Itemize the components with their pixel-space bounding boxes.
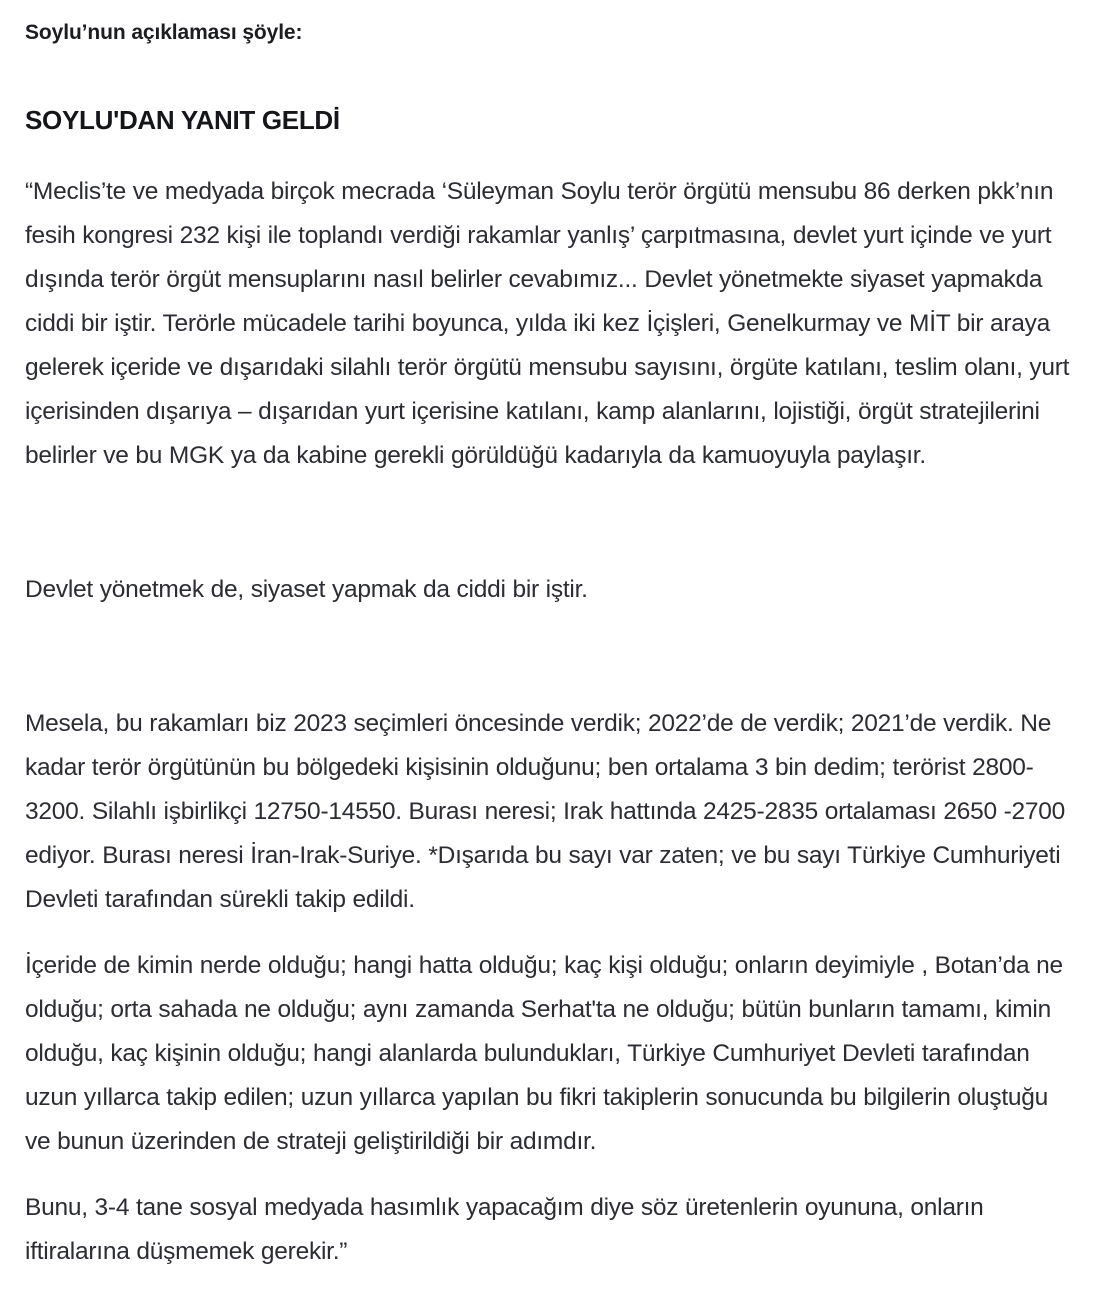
- section-heading: SOYLU'DAN YANIT GELDİ: [25, 105, 340, 135]
- paragraph-iceride-de: İçeride de kimin nerde olduğu; hangi hatta olduğu; kaç kişi olduğu; onların deyimiyle , Botan’da ne olduğu; orta sahada ne olduğu; aynı zamanda Serhat'ta ne olduğu; bütün bunların tamamı, kimin olduğu, kaç kişinin olduğu; hangi alanlarda bulundukları, Türkiye Cumhuriyet Devleti tarafından uzun yıllarca takip edilen; uzun yıllarca yapılan bu fikri takiplerin sonucunda bu bilgilerin oluştuğu ve bunun üzerinden de strateji geliştirildiği bir adımdır.: [25, 952, 1063, 1155]
- paragraph-devlet-yonetmek: Devlet yönetmek de, siyaset yapmak da ciddi bir iştir.: [25, 576, 588, 603]
- paragraph-closing: Bunu, 3-4 tane sosyal medyada hasımlık yapacağım diye söz üretenlerin oyununa, onların iftiralarına düşmemek gerekir.”: [25, 1194, 984, 1265]
- paragraph-list: [25, 170, 1076, 1274]
- lead-line: Soylu’nun açıklaması şöyle:: [25, 21, 303, 44]
- paragraph-quote-opening: “Meclis’te ve medyada birçok mecrada ‘Süleyman Soylu terör örgütü mensubu 86 derken pkk’nın fesih kongresi 232 kişi ile toplandı verdiği rakamlar yanlış’ çarpıtmasına, devlet yurt içinde ve yurt dışında terör örgüt mensuplarını nasıl belirler cevabımız... Devlet yönetmekte siyaset yapmakda ciddi bir iştir. Terörle mücadele tarihi boyunca, yılda iki kez İçişleri, Genelkurmay ve MİT bir araya gelerek içeride ve dışarıdaki silahlı terör örgütü mensubu sayısını, örgüte katılanı, teslim olanı, yurt içerisinden dışarıya – dışarıdan yurt içerisine katılanı, kamp alanlarını, lojistiği, örgüt stratejilerini belirler ve bu MGK ya da kabine gerekli görüldüğü kadarıyla da kamuoyuyla paylaşır.: [25, 178, 1070, 469]
- paragraph-mesela-rakamlar: Mesela, bu rakamları biz 2023 seçimleri öncesinde verdik; 2022’de de verdik; 2021’de verdik. Ne kadar terör örgütünün bu bölgedeki kişisinin olduğunu; ben ortalama 3 bin dedim; terörist 2800-3200. Silahlı işbirlikçi 12750-14550. Burası neresi; Irak hattında 2425-2835 ortalaması 2650 -2700 ediyor. Burası neresi İran-Irak-Suriye. *Dışarıda bu sayı var zaten; ve bu sayı Türkiye Cumhuriyeti Devleti tarafından sürekli takip edildi.: [25, 710, 1066, 913]
